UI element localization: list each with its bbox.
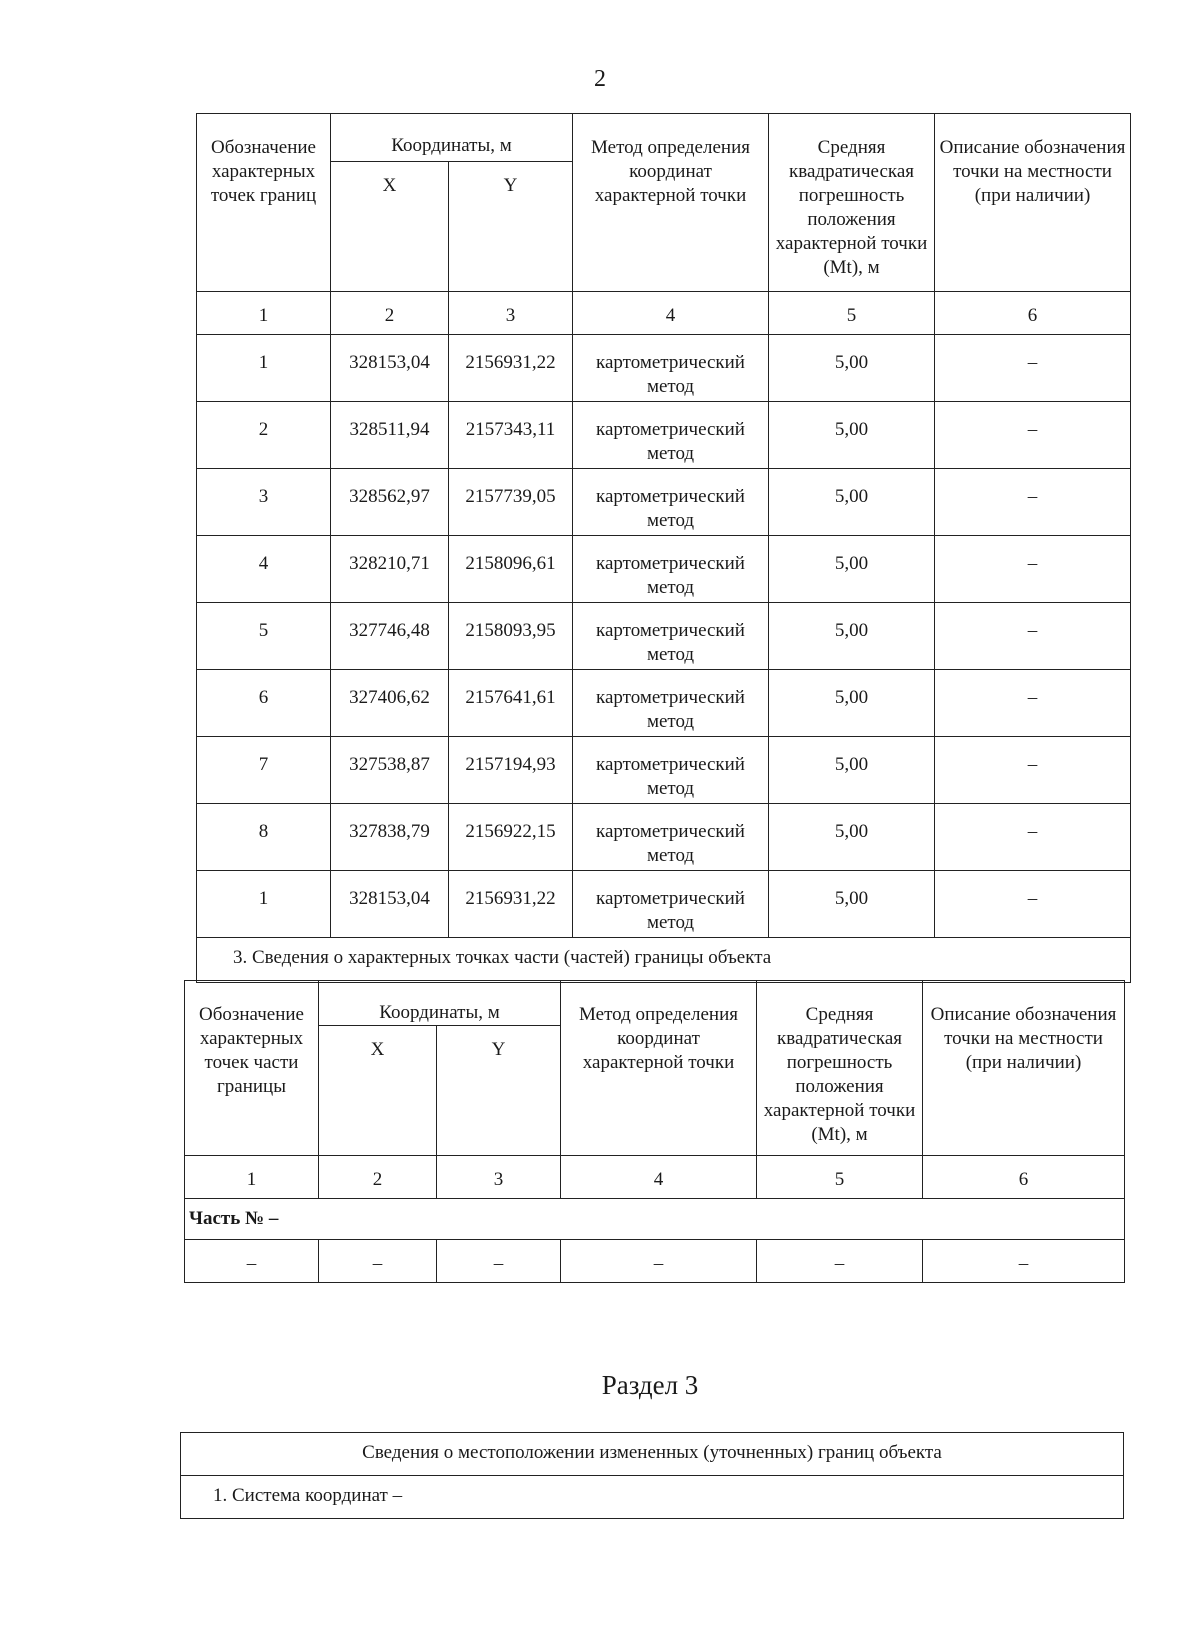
description-cell: – <box>935 804 1131 871</box>
point-cell: 1 <box>197 335 331 402</box>
column-number: 4 <box>561 1156 757 1199</box>
x-cell: 328511,94 <box>331 402 449 469</box>
description-cell: – <box>935 402 1131 469</box>
column-number: 3 <box>437 1156 561 1199</box>
header-point: Обозначение характерных точек границ <box>197 114 331 292</box>
part-header-coords: Координаты, м <box>319 981 561 1026</box>
y-cell: 2156922,15 <box>449 804 573 871</box>
dash-cell: – <box>185 1240 319 1283</box>
method-cell: картометрический метод <box>573 469 769 536</box>
y-cell: 2157641,61 <box>449 670 573 737</box>
x-cell: 327838,79 <box>331 804 449 871</box>
point-cell: 3 <box>197 469 331 536</box>
description-cell: – <box>935 469 1131 536</box>
error-cell: 5,00 <box>769 737 935 804</box>
page-number: 2 <box>594 66 606 92</box>
method-cell: картометрический метод <box>573 603 769 670</box>
section3-table-heading: Сведения о местоположении измененных (уточненных) границ объекта <box>181 1433 1124 1476</box>
header-method: Метод определения координат характерной точки <box>573 114 769 292</box>
error-cell: 5,00 <box>769 335 935 402</box>
y-cell: 2158096,61 <box>449 536 573 603</box>
table-row <box>185 1240 1125 1283</box>
y-cell: 2156931,22 <box>449 871 573 938</box>
table-row <box>197 737 1131 804</box>
column-number: 2 <box>331 292 449 335</box>
dash-cell: – <box>923 1240 1125 1283</box>
header-description: Описание обозначения точки на местности (при наличии) <box>935 114 1131 292</box>
column-number: 3 <box>449 292 573 335</box>
column-numbers-row <box>197 292 1131 335</box>
section3-caption: 3. Сведения о характерных точках части (частей) границы объекта <box>197 938 1131 983</box>
header-coords: Координаты, м <box>331 114 573 162</box>
error-cell: 5,00 <box>769 603 935 670</box>
error-cell: 5,00 <box>769 536 935 603</box>
error-cell: 5,00 <box>769 402 935 469</box>
coordinate-system-row: 1. Система координат – <box>181 1476 1124 1519</box>
column-number: 5 <box>769 292 935 335</box>
y-cell: 2157739,05 <box>449 469 573 536</box>
error-cell: 5,00 <box>769 871 935 938</box>
description-cell: – <box>935 670 1131 737</box>
y-cell: 2156931,22 <box>449 335 573 402</box>
column-number: 6 <box>935 292 1131 335</box>
x-cell: 327406,62 <box>331 670 449 737</box>
section3-table <box>180 1432 1124 1519</box>
description-cell: – <box>935 536 1131 603</box>
method-cell: картометрический метод <box>573 871 769 938</box>
dash-cell: – <box>561 1240 757 1283</box>
point-cell: 8 <box>197 804 331 871</box>
y-cell: 2157194,93 <box>449 737 573 804</box>
dash-cell: – <box>319 1240 437 1283</box>
table-row <box>197 603 1131 670</box>
x-cell: 327538,87 <box>331 737 449 804</box>
dash-cell: – <box>757 1240 923 1283</box>
method-cell: картометрический метод <box>573 804 769 871</box>
column-number: 4 <box>573 292 769 335</box>
table-row <box>197 871 1131 938</box>
header-y: Y <box>449 162 573 292</box>
y-cell: 2157343,11 <box>449 402 573 469</box>
method-cell: картометрический метод <box>573 737 769 804</box>
point-cell: 7 <box>197 737 331 804</box>
part-header-description: Описание обозначения точки на местности (при наличии) <box>923 981 1125 1156</box>
method-cell: картометрический метод <box>573 670 769 737</box>
column-number: 1 <box>185 1156 319 1199</box>
x-cell: 328210,71 <box>331 536 449 603</box>
error-cell: 5,00 <box>769 804 935 871</box>
table-row <box>197 536 1131 603</box>
x-cell: 328153,04 <box>331 335 449 402</box>
point-cell: 1 <box>197 871 331 938</box>
part-header-y: Y <box>437 1026 561 1156</box>
part-header-error: Средняя квадратическая погрешность положения характерной точки (Mt), м <box>757 981 923 1156</box>
header-x: X <box>331 162 449 292</box>
description-cell: – <box>935 335 1131 402</box>
description-cell: – <box>935 737 1131 804</box>
x-cell: 327746,48 <box>331 603 449 670</box>
table-row <box>197 469 1131 536</box>
method-cell: картометрический метод <box>573 536 769 603</box>
x-cell: 328562,97 <box>331 469 449 536</box>
column-number: 2 <box>319 1156 437 1199</box>
point-cell: 4 <box>197 536 331 603</box>
part-header-method: Метод определения координат характерной точки <box>561 981 757 1156</box>
table-row <box>197 670 1131 737</box>
column-number: 1 <box>197 292 331 335</box>
method-cell: картометрический метод <box>573 335 769 402</box>
point-cell: 6 <box>197 670 331 737</box>
boundary-points-table <box>196 113 1131 983</box>
method-cell: картометрический метод <box>573 402 769 469</box>
part-label: Часть № – <box>185 1199 1125 1240</box>
column-number: 5 <box>757 1156 923 1199</box>
table-row <box>197 804 1131 871</box>
part-header-x: X <box>319 1026 437 1156</box>
description-cell: – <box>935 603 1131 670</box>
description-cell: – <box>935 871 1131 938</box>
point-cell: 5 <box>197 603 331 670</box>
y-cell: 2158093,95 <box>449 603 573 670</box>
header-error: Средняя квадратическая погрешность положения характерной точки (Mt), м <box>769 114 935 292</box>
dash-cell: – <box>437 1240 561 1283</box>
table-row <box>197 335 1131 402</box>
error-cell: 5,00 <box>769 670 935 737</box>
part-boundary-points-table <box>184 980 1125 1283</box>
point-cell: 2 <box>197 402 331 469</box>
section-title: Раздел 3 <box>601 1370 699 1400</box>
table-row <box>197 402 1131 469</box>
part-column-numbers-row <box>185 1156 1125 1199</box>
part-header-point: Обозначение характерных точек части границы <box>185 981 319 1156</box>
x-cell: 328153,04 <box>331 871 449 938</box>
column-number: 6 <box>923 1156 1125 1199</box>
error-cell: 5,00 <box>769 469 935 536</box>
